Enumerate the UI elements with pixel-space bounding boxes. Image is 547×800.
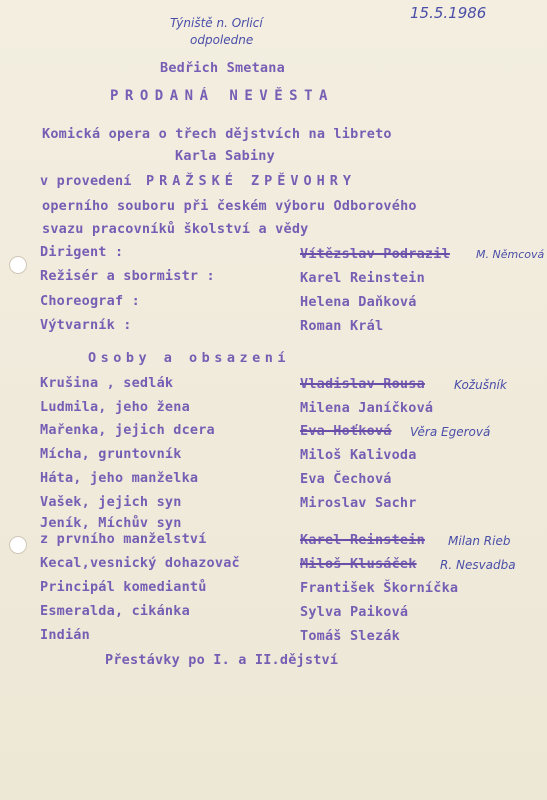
staff-replacement: M. Němcová bbox=[476, 248, 545, 261]
cast-name-struck: Vladislav Rousa bbox=[300, 376, 425, 392]
cast-role: Mařenka, jejich dcera bbox=[40, 422, 215, 438]
staff-name: Helena Daňková bbox=[300, 294, 417, 310]
staff-role: Dirigent : bbox=[40, 244, 124, 260]
description-line-2: Karla Sabiny bbox=[175, 148, 275, 164]
cast-name: Sylva Paiková bbox=[300, 604, 409, 620]
cast-name-struck: Karel Reinstein bbox=[300, 532, 425, 548]
cast-heading: Osoby a obsazení bbox=[88, 350, 291, 366]
cast-role: Ludmila, jeho žena bbox=[40, 399, 190, 415]
punch-hole bbox=[9, 256, 27, 274]
description-line-3: v provedení PRAŽSKÉ ZPĚVOHRY bbox=[40, 173, 356, 189]
intermission-note: Přestávky po I. a II.dějství bbox=[105, 652, 339, 668]
cast-name: Miloš Kalivoda bbox=[300, 447, 417, 463]
staff-name-struck: Vítězslav Podrazil bbox=[300, 246, 450, 262]
cast-role: Indián bbox=[40, 627, 90, 643]
opera-title: PRODANÁ NEVĚSTA bbox=[110, 88, 334, 104]
cast-role: Vašek, jejich syn bbox=[40, 494, 182, 510]
cast-replacement: R. Nesvadba bbox=[440, 558, 516, 572]
cast-name: Eva Čechová bbox=[300, 471, 392, 487]
cast-name: Tomáš Slezák bbox=[300, 628, 400, 644]
punch-hole bbox=[9, 536, 27, 554]
cast-name: Miroslav Sachr bbox=[300, 495, 417, 511]
description-line-5: svazu pracovníků školství a vědy bbox=[42, 221, 309, 237]
description-line-4: operního souboru při českém výboru Odborového bbox=[42, 198, 417, 214]
staff-role: Režisér a sbormistr : bbox=[40, 268, 215, 284]
cast-name: František Škorníčka bbox=[300, 580, 459, 596]
cast-replacement: Věra Egerová bbox=[410, 425, 491, 439]
description-line-1: Komická opera o třech dějstvích na libreto bbox=[42, 126, 392, 142]
staff-name: Karel Reinstein bbox=[300, 270, 425, 286]
cast-role: Jeník, Míchův syn bbox=[40, 515, 182, 531]
cast-role: Kecal,vesnický dohazovač bbox=[40, 555, 240, 571]
cast-role: Krušina , sedlák bbox=[40, 375, 174, 391]
handwritten-time: odpoledne bbox=[190, 33, 254, 47]
staff-role: Choreograf : bbox=[40, 293, 140, 309]
staff-name: Roman Král bbox=[300, 318, 384, 334]
cast-replacement: Milan Rieb bbox=[448, 534, 511, 548]
handwritten-venue: Týniště n. Orlicí bbox=[170, 16, 263, 30]
cast-replacement: Kožušník bbox=[454, 378, 507, 392]
handwritten-date: 15.5.1986 bbox=[410, 4, 487, 22]
staff-role: Výtvarník : bbox=[40, 317, 132, 333]
cast-name-struck: Miloš Klusáček bbox=[300, 556, 417, 572]
cast-name-struck: Eva Hoťková bbox=[300, 423, 392, 439]
cast-role-continued: z prvního manželství bbox=[40, 531, 207, 547]
cast-role: Háta, jeho manželka bbox=[40, 470, 199, 486]
cast-name: Milena Janíčková bbox=[300, 400, 434, 416]
cast-role: Principál komediantů bbox=[40, 579, 207, 595]
cast-role: Esmeralda, cikánka bbox=[40, 603, 190, 619]
composer: Bedřich Smetana bbox=[160, 60, 285, 76]
cast-role: Mícha, gruntovník bbox=[40, 446, 182, 462]
